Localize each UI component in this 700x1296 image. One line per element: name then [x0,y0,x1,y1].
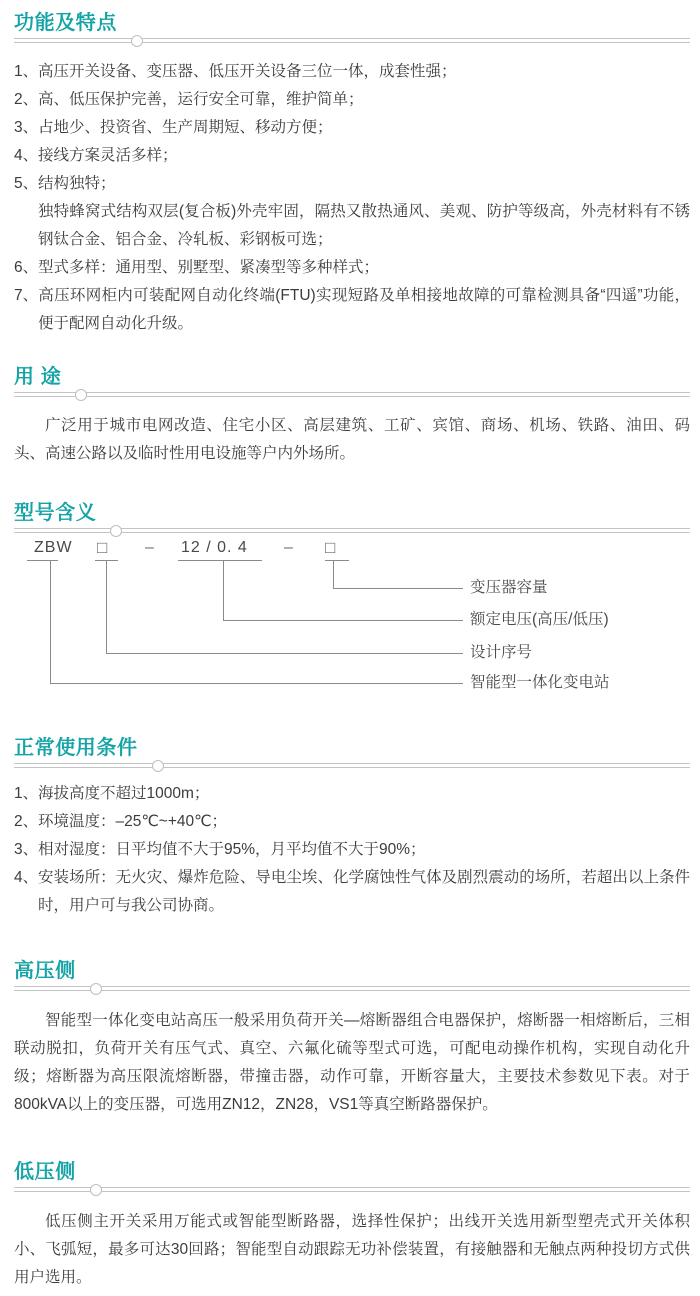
section-title-low-voltage: 低压侧 [14,1161,76,1183]
item-text: 相对湿度：日平均值不大于95%，月平均值不大于90%； [38,841,426,858]
item-number: 5、 [14,175,39,192]
item-number: 3、 [14,841,39,858]
features-list [14,58,690,338]
divider-ring-decoration [152,760,164,772]
section-title-features: 功能及特点 [14,12,117,34]
model-code-dash1: – [145,539,155,556]
item-text: 高压开关设备、变压器、低压开关设备三位一体，成套性强； [38,63,457,80]
condition-item [14,780,690,808]
divider-ring-decoration [131,35,143,47]
item-number: 4、 [14,869,39,886]
model-code-box2: □ [325,538,336,557]
condition-item [14,808,690,836]
item-text: 结构独特； [38,175,116,192]
item-number: 4、 [14,147,39,164]
item-number: 1、 [14,63,39,80]
feature-item-subtext: 独特蜂窝式结构双层(复合板)外壳牢固，隔热又散热通风、美观、防护等级高，外壳材料有不锈钢钛合金、铝合金、冷轧板、彩钢板可选； [38,203,690,248]
section-usage [14,364,690,468]
item-text: 高、低压保护完善，运行安全可靠，维护简单； [38,91,364,108]
feature-item [14,170,690,198]
model-label-voltage: 额定电压(高压/低压) [470,611,609,628]
high-voltage-paragraph: 智能型一体化变电站高压一般采用负荷开关—熔断器组合电器保护，熔断器一相熔断后，三相联动脱扣，负荷开关有压气式、真空、六氟化硫等型式可选，可配电动操作机构，实现自动化升级；熔断器为高压限流熔断器，带撞击器，动作可靠，开断容量大，主要技术参数见下表。对于800kVA以上的变压器，可选用ZN12，ZN28，VS1等真空断路器保护。 [14,1012,690,1113]
section-header [14,500,690,533]
section-low-voltage [14,1159,690,1292]
section-divider [14,986,690,991]
section-title-conditions: 正常使用条件 [14,737,138,759]
model-code-prefix: ZBW [34,539,73,556]
condition-item [14,864,690,920]
model-code-dash2: – [284,539,294,556]
usage-paragraph: 广泛用于城市电网改造、住宅小区、高层建筑、工矿、宾馆、商场、机场、铁路、油田、码头、高速公路以及临时性用电设施等户内外场所。 [14,417,690,462]
feature-item [14,114,690,142]
model-designation-diagram [14,539,690,699]
section-model [14,500,690,699]
item-number: 6、 [14,259,39,276]
section-divider [14,1187,690,1192]
divider-ring-decoration [90,983,102,995]
connector-line-station [50,561,463,684]
item-text: 海拔高度不超过1000m； [38,785,210,802]
model-label-capacity: 变压器容量 [470,579,548,596]
section-divider [14,763,690,768]
item-text: 占地少、投资省、生产周期短、移动方便； [38,119,333,136]
section-header [14,958,690,991]
divider-ring-decoration [75,389,87,401]
section-header [14,10,690,43]
model-label-serial: 设计序号 [470,644,533,661]
model-label-station: 智能型一体化变电站 [470,674,610,691]
divider-ring-decoration [110,525,122,537]
section-high-voltage [14,958,690,1119]
feature-item [14,254,690,282]
item-number: 2、 [14,91,39,108]
item-text: 型式多样：通用型、别墅型、紧凑型等多种样式； [38,259,380,276]
model-code-box1: □ [97,538,108,557]
item-text: 接线方案灵活多样； [38,147,178,164]
item-number: 7、 [14,287,39,304]
divider-ring-decoration [90,1184,102,1196]
feature-item [14,58,690,86]
item-text: 环境温度：–25℃~+40℃； [38,813,228,830]
conditions-list [14,780,690,920]
section-header [14,364,690,397]
section-features [14,10,690,338]
section-header [14,1159,690,1192]
section-conditions [14,735,690,920]
condition-item [14,836,690,864]
section-divider [14,528,690,533]
section-title-high-voltage: 高压侧 [14,960,76,982]
section-title-model: 型号含义 [14,502,97,524]
feature-item [14,86,690,114]
item-number: 1、 [14,785,39,802]
section-divider [14,38,690,43]
model-code-voltage: 12 / 0. 4 [181,539,248,556]
item-number: 3、 [14,119,39,136]
feature-item [14,282,690,338]
section-divider [14,392,690,397]
feature-item [14,142,690,170]
item-number: 2、 [14,813,39,830]
item-text: 高压环网柜内可装配网自动化终端(FTU)实现短路及单相接地故障的可靠检测具备“四遥”功能，便于配网自动化升级。 [38,287,690,332]
section-header [14,735,690,768]
item-text: 安装场所：无火灾、爆炸危险、导电尘埃、化学腐蚀性气体及剧烈震动的场所，若超出以上条件时，用户可与我公司协商。 [38,869,690,914]
low-voltage-paragraph: 低压侧主开关采用万能式或智能型断路器，选择性保护；出线开关选用新型塑壳式开关体积小、飞弧短，最多可达30回路；智能型自动跟踪无功补偿装置，有接触器和无触点两种投切方式供用户选用。 [14,1213,690,1286]
section-title-usage: 用 途 [14,366,62,388]
